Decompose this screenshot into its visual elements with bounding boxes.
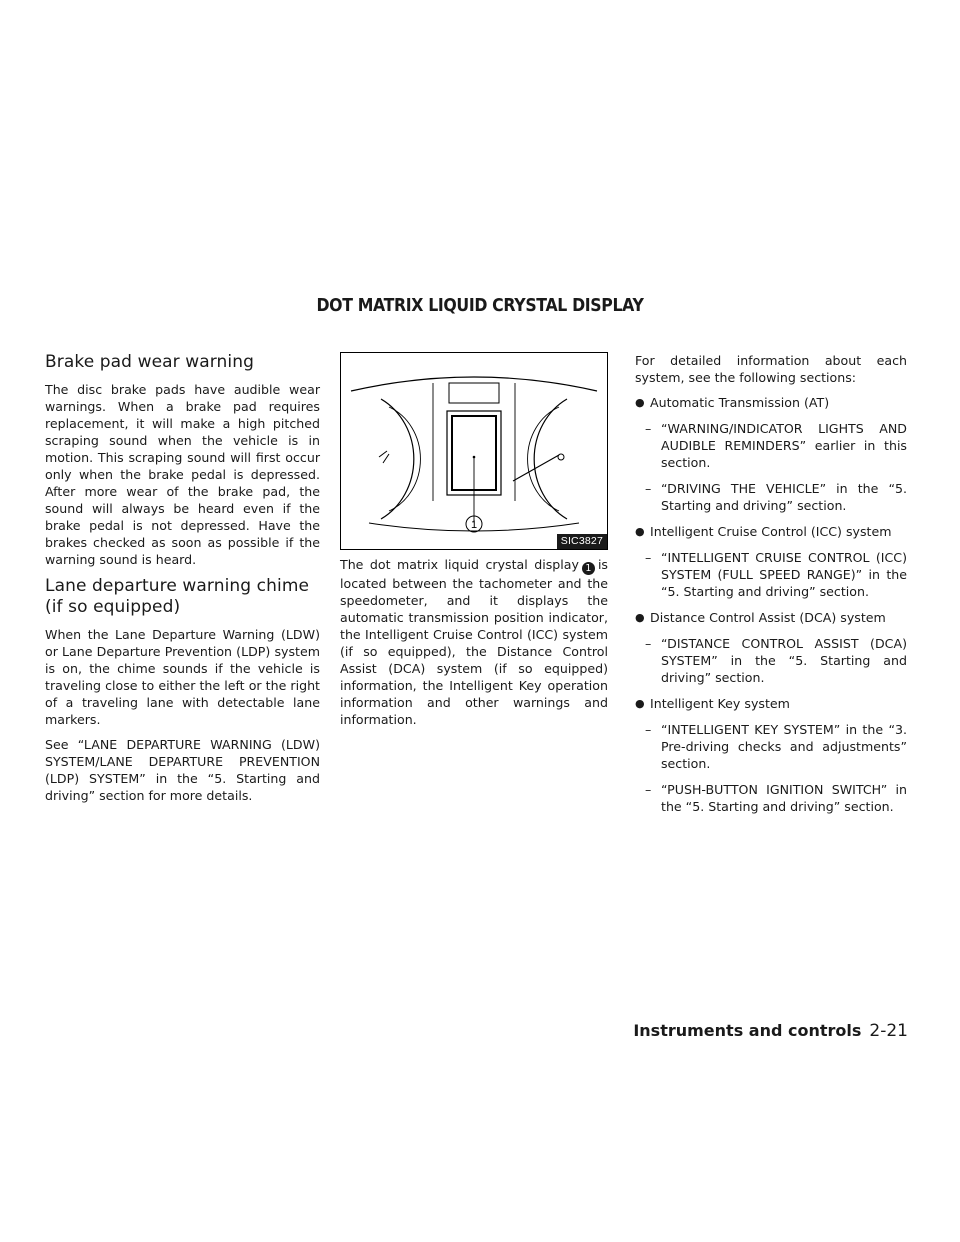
sub-item-text: “PUSH-BUTTON IGNITION SWITCH” in the “5. Starting and driving” section. xyxy=(661,782,907,814)
middle-column xyxy=(340,352,608,736)
sub-item xyxy=(635,549,907,600)
instrument-cluster-illustration xyxy=(341,353,607,549)
left-column xyxy=(45,352,320,812)
dash-icon: – xyxy=(645,636,652,651)
callout-1-icon: 1 xyxy=(582,562,595,575)
instrument-cluster-figure xyxy=(340,352,608,550)
bullet-intelligent-cruise-control xyxy=(635,523,907,540)
footer-page-number: 2-21 xyxy=(869,1021,908,1041)
page-footer xyxy=(633,1021,908,1041)
bullet-icon: ● xyxy=(635,525,645,538)
bullet-icon: ● xyxy=(635,697,645,710)
dash-icon: – xyxy=(645,782,652,797)
right-column xyxy=(635,352,907,824)
display-description-rest: is located between the tachometer and the speedometer, and it displays the automatic transmission position indicator, the Intelligent Cruise Control (ICC) system (if so equipped), the Distance Control Assist (DCA) system (if so equipped) information, the Intelligent Key operation information and other warnings and information. xyxy=(340,557,608,727)
sub-item-text: “INTELLIGENT KEY SYSTEM” in the “3. Pre-driving checks and adjustments” section. xyxy=(661,722,907,771)
sub-item-text: “WARNING/INDICATOR LIGHTS AND AUDIBLE REMINDERS” earlier in this section. xyxy=(661,421,907,470)
display-description xyxy=(340,556,608,728)
section-title: DOT MATRIX LIQUID CRYSTAL DISPLAY xyxy=(316,296,644,316)
bullet-icon: ● xyxy=(635,611,645,624)
bullet-distance-control-assist xyxy=(635,609,907,626)
footer-chapter: Instruments and controls xyxy=(633,1021,862,1040)
sub-item xyxy=(635,480,907,514)
bullet-icon: ● xyxy=(635,396,645,409)
display-description-start: The dot matrix liquid crystal display xyxy=(340,557,579,572)
bullet-label: Intelligent Key system xyxy=(650,696,790,711)
bullet-intelligent-key xyxy=(635,695,907,712)
sub-item xyxy=(635,721,907,772)
dash-icon: – xyxy=(645,421,652,436)
brake-pad-heading: Brake pad wear warning xyxy=(45,352,255,372)
sub-item xyxy=(635,781,907,815)
sub-item xyxy=(635,420,907,471)
bullet-automatic-transmission xyxy=(635,394,907,411)
dash-icon: – xyxy=(645,722,652,737)
sub-item xyxy=(635,635,907,686)
sections-intro: For detailed information about each system, see the following sections: xyxy=(635,353,907,385)
bullet-label: Intelligent Cruise Control (ICC) system xyxy=(650,524,892,539)
sub-item-text: “INTELLIGENT CRUISE CONTROL (ICC) SYSTEM (FULL SPEED RANGE)” in the “5. Starting and driving” section. xyxy=(661,550,907,599)
lane-departure-heading: Lane departure warning chime (if so equipped) xyxy=(45,576,310,617)
figure-code: SIC3827 xyxy=(557,534,607,549)
lane-departure-text: When the Lane Departure Warning (LDW) or Lane Departure Prevention (LDP) system is on, the chime sounds if the vehicle is traveling close to either the left or the right of a traveling lane with detectable lane markers. xyxy=(45,627,320,727)
sub-item-text: “DISTANCE CONTROL ASSIST (DCA) SYSTEM” in the “5. Starting and driving” section. xyxy=(661,636,907,685)
lane-departure-reference: See “LANE DEPARTURE WARNING (LDW) SYSTEM/LANE DEPARTURE PREVENTION (LDP) SYSTEM” in the “5. Starting and driving” section for more details. xyxy=(45,737,320,803)
bullet-label: Distance Control Assist (DCA) system xyxy=(650,610,886,625)
bullet-label: Automatic Transmission (AT) xyxy=(650,395,830,410)
dash-icon: – xyxy=(645,550,652,565)
figure-callout-number: 1 xyxy=(470,519,478,531)
dash-icon: – xyxy=(645,481,652,496)
brake-pad-text: The disc brake pads have audible wear warnings. When a brake pad requires replacement, it will make a high pitched scraping sound when the vehicle is in motion. This scraping sound will first occur only when the brake pedal is depressed. After more wear of the brake pad, the sound will always be heard even if the brake pedal is not depressed. Have the brakes checked as soon as possible if the warning sound is heard. xyxy=(45,382,320,567)
sub-item-text: “DRIVING THE VEHICLE” in the “5. Starting and driving” section. xyxy=(661,481,907,513)
